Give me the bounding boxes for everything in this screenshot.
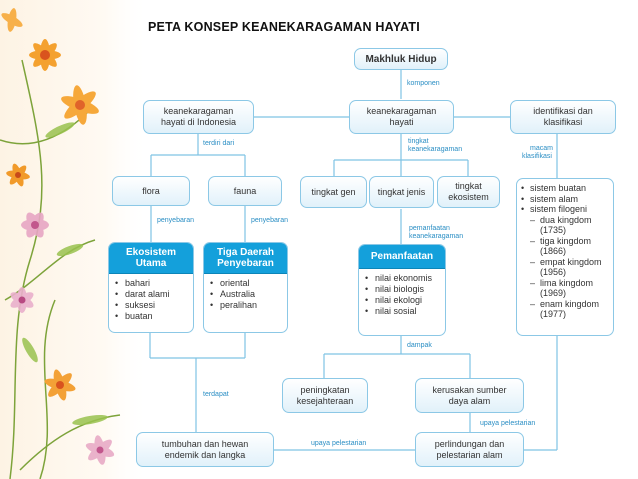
node-tumbuhan-hewan[interactable]: tumbuhan dan hewan endemik dan langka: [136, 432, 274, 467]
node-peningkatan-kesejahteraan[interactable]: peningkatan kesejahteraan: [282, 378, 368, 413]
label-klasifikasi: klasifikasi: [522, 153, 552, 160]
list-item: • suksesi: [115, 300, 189, 311]
klasifikasi-item: (1735): [540, 225, 567, 235]
klasifikasi-item: (1977): [540, 309, 567, 319]
node-fauna[interactable]: fauna: [208, 176, 282, 206]
label-terdapat: terdapat: [203, 391, 229, 398]
klasifikasi-item: • sistem alam: [521, 194, 610, 205]
list-item: • nilai sosial: [365, 306, 441, 317]
panel-ekosistem-list: [109, 274, 193, 322]
node-identifikasi-klasifikasi[interactable]: identifikasi dan klasifikasi: [510, 100, 616, 134]
list-item: • nilai biologis: [365, 284, 441, 295]
panel-tiga-daerah-title: Tiga Daerah Penyebaran: [204, 243, 287, 274]
panel-pemanfaatan-list: [359, 269, 445, 317]
list-item: • oriental: [210, 278, 283, 289]
klasifikasi-item: • sistem filogeni: [521, 204, 610, 215]
list-item: • Australia: [210, 289, 283, 300]
panel-tiga-daerah-list: [204, 274, 287, 311]
list-item: • bahari: [115, 278, 189, 289]
panel-pemanfaatan: [358, 244, 446, 336]
list-item: • darat alami: [115, 289, 189, 300]
klasifikasi-item: – enam kingdom: [521, 299, 610, 310]
list-item: • peralihan: [210, 300, 283, 311]
klasifikasi-list-box: [516, 178, 614, 336]
label-macam: macam: [530, 145, 553, 152]
node-keanekaragaman-indonesia[interactable]: keanekaragaman hayati di Indonesia: [143, 100, 254, 134]
klasifikasi-item: – lima kingdom: [521, 278, 610, 289]
page-title: PETA KONSEP KEANEKARAGAMAN HAYATI: [148, 20, 420, 34]
panel-ekosistem-title: Ekosistem Utama: [109, 243, 193, 274]
node-tingkat-jenis[interactable]: tingkat jenis: [369, 176, 434, 208]
klasifikasi-item: – empat kingdom: [521, 257, 610, 268]
klasifikasi-item: (1956): [540, 267, 567, 277]
node-kerusakan-sumber-daya[interactable]: kerusakan sumber daya alam: [415, 378, 524, 413]
node-keanekaragaman-hayati[interactable]: keanekaragaman hayati: [349, 100, 454, 134]
label-upaya-pelestarian-right: upaya pelestarian: [480, 420, 536, 427]
node-makhluk-hidup[interactable]: Makhluk Hidup: [354, 48, 448, 70]
label-terdiri-dari: terdiri dari: [203, 140, 235, 147]
klasifikasi-item: – tiga kingdom: [521, 236, 610, 247]
label-penyebaran-flora: penyebaran: [157, 217, 194, 224]
label-upaya-pelestarian-bottom: upaya pelestarian: [311, 440, 367, 447]
node-perlindungan-pelestarian[interactable]: perlindungan dan pelestarian alam: [415, 432, 524, 467]
panel-tiga-daerah: [203, 242, 288, 333]
klasifikasi-item: • sistem buatan: [521, 183, 610, 194]
list-item: • nilai ekologi: [365, 295, 441, 306]
label-keanekaragaman: keanekaragaman: [408, 146, 463, 153]
list-item: • nilai ekonomis: [365, 273, 441, 284]
klasifikasi-item: (1969): [540, 288, 567, 298]
label-pemanfaatan: pemanfaatan: [409, 225, 450, 232]
label-komponen: komponen: [407, 80, 440, 87]
klasifikasi-item: (1866): [540, 246, 567, 256]
label-tingkat: tingkat: [408, 138, 429, 145]
label-penyebaran-fauna: penyebaran: [251, 217, 288, 224]
list-item: • buatan: [115, 311, 189, 322]
label-dampak: dampak: [407, 342, 432, 349]
klasifikasi-item: – dua kingdom: [521, 215, 610, 226]
label-keanekaragaman-2: keanekaragaman: [409, 233, 464, 240]
node-tingkat-gen[interactable]: tingkat gen: [300, 176, 367, 208]
panel-pemanfaatan-title: Pemanfaatan: [359, 245, 445, 269]
node-tingkat-ekosistem[interactable]: tingkat ekosistem: [437, 176, 500, 208]
node-flora[interactable]: flora: [112, 176, 190, 206]
klasifikasi-list: [517, 179, 613, 320]
panel-ekosistem-utama: [108, 242, 194, 333]
